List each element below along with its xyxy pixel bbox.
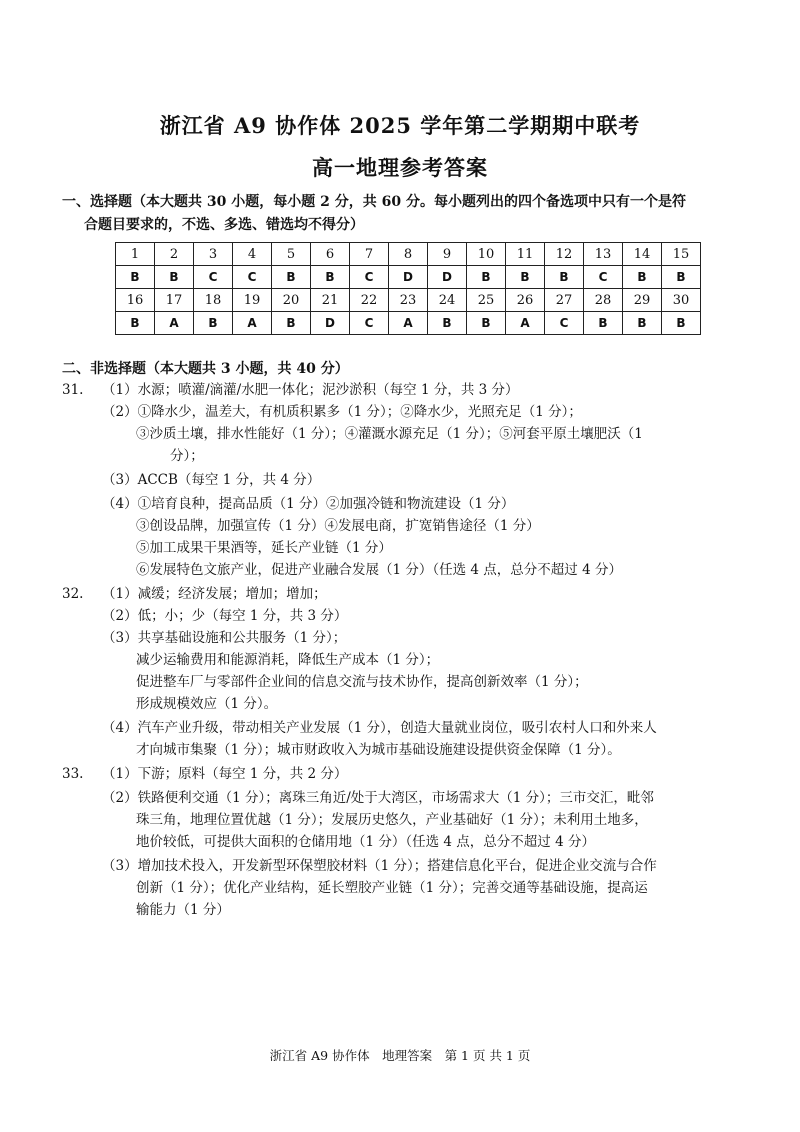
question-number-cell: 10 — [467, 243, 506, 266]
q32-line: 才向城市集聚（1 分）；城市财政收入为城市基础设施建设提供资金保障（1 分）。 — [136, 742, 621, 758]
question-number-cell: 21 — [311, 289, 350, 312]
q31-line: 分）； — [170, 448, 204, 464]
q31-line: ③沙质土壤，排水性能好（1 分）；④灌溉水源充足（1 分）；⑤河套平原土壤肥沃（1 — [136, 426, 643, 442]
answer-cell: B — [311, 266, 350, 289]
question-number-cell: 12 — [545, 243, 584, 266]
answer-cell: D — [311, 312, 350, 335]
q32-line: 减少运输费用和能源消耗，降低生产成本（1 分）； — [136, 652, 440, 668]
q31-line: （4）①培育良种，提高品质（1 分）②加强冷链和物流建设（1 分） — [102, 496, 515, 512]
answer-cell: B — [116, 266, 155, 289]
answer-cell: A — [506, 312, 545, 335]
answer-cell: B — [584, 312, 623, 335]
q32-line: （3）共享基础设施和公共服务（1 分）； — [102, 630, 347, 646]
answer-cell: B — [155, 266, 194, 289]
question-number-cell: 24 — [428, 289, 467, 312]
q33-line: 珠三角，地理位置优越（1 分）；发展历史悠久，产业基础好（1 分）；未利用土地多， — [136, 812, 648, 828]
answer-cell: B — [467, 266, 506, 289]
question-33-number: 33. — [62, 766, 84, 782]
question-number-cell: 8 — [389, 243, 428, 266]
q33-line: 地价较低，可提供大面积的仓储用地（1 分）（任选 4 点，总分不超过 4 分） — [136, 834, 595, 850]
question-number-cell: 2 — [155, 243, 194, 266]
section1-heading — [62, 191, 752, 237]
question-number-cell: 3 — [194, 243, 233, 266]
question-number-cell: 11 — [506, 243, 545, 266]
question-number-cell: 5 — [272, 243, 311, 266]
question-number-cell: 20 — [272, 289, 311, 312]
table-row-numbers-2 — [116, 289, 701, 312]
question-number-cell: 13 — [584, 243, 623, 266]
q32-line: （1）减缓；经济发展；增加；增加； — [102, 586, 327, 602]
question-number-cell: 27 — [545, 289, 584, 312]
answer-cell: B — [662, 312, 701, 335]
section1-lead-cont: 合题目要求的，不选、多选、错选均不得分） — [84, 217, 364, 233]
question-number-cell: 25 — [467, 289, 506, 312]
q31-line: ⑤加工成果干果酒等，延长产业链（1 分） — [136, 540, 392, 556]
answer-cell: B — [194, 312, 233, 335]
q31-line: （3）ACCB（每空 1 分，共 4 分） — [102, 472, 321, 488]
q33-line: 创新（1 分）；优化产业结构，延长塑胶产业链（1 分）；完善交通等基础设施，提高运 — [136, 880, 648, 896]
q32-line: （4）汽车产业升级，带动相关产业发展（1 分），创造大量就业岗位，吸引农村人口和外来人 — [102, 720, 657, 736]
q33-line: （1）下游；原料（每空 1 分，共 2 分） — [102, 766, 348, 782]
answer-cell: D — [428, 266, 467, 289]
q32-line: （2）低；小；少（每空 1 分，共 3 分） — [102, 608, 348, 624]
question-number-cell: 14 — [623, 243, 662, 266]
q31-line: （1）水源；喷灌/滴灌/水肥一体化；泥沙淤积（每空 1 分，共 3 分） — [102, 382, 519, 398]
section2-lead: 二、非选择题（本大题共 3 小题，共 40 分） — [62, 361, 349, 377]
question-number-cell: 29 — [623, 289, 662, 312]
q31-line: ⑥发展特色文旅产业，促进产业融合发展（1 分）（任选 4 点，总分不超过 4 分） — [136, 562, 622, 578]
table-row-numbers-1 — [116, 243, 701, 266]
answer-cell: C — [194, 266, 233, 289]
answer-cell: B — [116, 312, 155, 335]
question-31-number: 31. — [62, 382, 84, 398]
q32-line: 形成规模效应（1 分）。 — [136, 696, 278, 712]
answer-cell: B — [662, 266, 701, 289]
q31-line: （2）①降水少，温差大，有机质积累多（1 分）；②降水少，光照充足（1 分）； — [102, 404, 582, 420]
question-number-cell: 7 — [350, 243, 389, 266]
table-row-answers-1 — [116, 266, 701, 289]
answer-cell: C — [545, 312, 584, 335]
table-row-answers-2 — [116, 312, 701, 335]
answer-cell: C — [233, 266, 272, 289]
answer-cell: B — [623, 312, 662, 335]
answer-cell: D — [389, 266, 428, 289]
question-number-cell: 1 — [116, 243, 155, 266]
answer-cell: B — [428, 312, 467, 335]
question-number-cell: 30 — [662, 289, 701, 312]
page-footer: 浙江省 A9 协作体 地理答案 第 1 页 共 1 页 — [269, 1048, 531, 1063]
section2-heading — [62, 358, 752, 381]
question-number-cell: 26 — [506, 289, 545, 312]
answer-cell: A — [233, 312, 272, 335]
question-number-cell: 28 — [584, 289, 623, 312]
answer-cell: C — [584, 266, 623, 289]
choice-answer-table — [115, 242, 701, 335]
q33-line: 输能力（1 分） — [136, 902, 230, 918]
question-number-cell: 17 — [155, 289, 194, 312]
answer-cell: B — [545, 266, 584, 289]
q32-line: 促进整车厂与零部件企业间的信息交流与技术协作，提高创新效率（1 分）； — [136, 674, 588, 690]
answer-cell: A — [155, 312, 194, 335]
answer-cell: B — [506, 266, 545, 289]
question-number-cell: 19 — [233, 289, 272, 312]
q31-line: ③创设品牌，加强宣传（1 分）④发展电商，扩宽销售途径（1 分） — [136, 518, 540, 534]
question-number-cell: 22 — [350, 289, 389, 312]
answer-cell: C — [350, 312, 389, 335]
q33-line: （2）铁路便利交通（1 分）；离珠三角近/处于大湾区，市场需求大（1 分）；三市交汇，毗邻 — [102, 790, 654, 806]
question-32-number: 32. — [62, 586, 84, 602]
answer-cell: C — [350, 266, 389, 289]
answer-cell: A — [389, 312, 428, 335]
question-number-cell: 23 — [389, 289, 428, 312]
question-number-cell: 16 — [116, 289, 155, 312]
question-number-cell: 15 — [662, 243, 701, 266]
question-number-cell: 18 — [194, 289, 233, 312]
question-number-cell: 9 — [428, 243, 467, 266]
answer-cell: B — [467, 312, 506, 335]
question-number-cell: 4 — [233, 243, 272, 266]
page-title: 浙江省 A9 协作体 2025 学年第二学期期中联考 — [159, 113, 641, 138]
question-number-cell: 6 — [311, 243, 350, 266]
section1-lead: 一、选择题（本大题共 30 小题，每小题 2 分，共 60 分。每小题列出的四个备选项中只有一个是符 — [62, 194, 686, 210]
q33-line: （3）增加技术投入，开发新型环保塑胶材料（1 分）；搭建信息化平台，促进企业交流与合作 — [102, 858, 657, 874]
answer-cell: B — [623, 266, 662, 289]
answer-cell: B — [272, 266, 311, 289]
answer-cell: B — [272, 312, 311, 335]
page-subtitle: 高一地理参考答案 — [312, 155, 488, 180]
